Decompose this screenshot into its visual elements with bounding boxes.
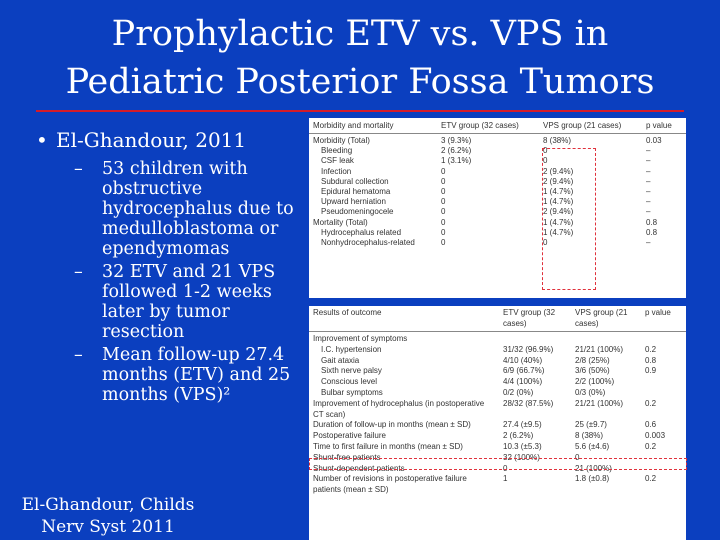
main-bullet: • El-Ghandour, 2011: [32, 127, 302, 153]
table-cell-label: Improvement of hydrocephalus (in postoperative: [313, 398, 485, 408]
sub-bullet-text: Mean follow-up 27.4 months (ETV) and 25 months (VPS)²: [102, 345, 291, 405]
table-header-row: [309, 306, 686, 332]
table-cell-etv: 0: [441, 197, 446, 207]
column-header: VPS group (21 cases): [543, 121, 622, 130]
table-cell-label: patients (mean ± SD): [313, 485, 389, 495]
morbidity-table: [309, 118, 686, 298]
table-cell-vps: 2/2 (100%): [575, 377, 615, 387]
table-cell-p: [645, 388, 685, 399]
dash-marker: –: [74, 159, 83, 179]
table-cell-p: –: [646, 166, 651, 176]
table-cell-vps: 21/21 (100%): [575, 398, 624, 408]
table-cell-vps: 0: [543, 156, 548, 166]
table-cell-etv: 28/32 (87.5%): [503, 398, 554, 408]
table-cell-p: [645, 377, 685, 388]
table-cell-etv: 0: [441, 166, 446, 176]
bullet-list: [32, 127, 302, 408]
table-cell-p: 0.2: [645, 398, 657, 408]
table-row: [309, 187, 686, 197]
table-cell-label: Epidural hematoma: [321, 186, 391, 196]
table-cell-vps: [575, 485, 645, 496]
table-row: [309, 474, 686, 485]
table-cell-vps: 5.6 (±4.6): [575, 441, 610, 451]
table-cell-etv: 0: [441, 207, 446, 217]
table-cell-p: 0.6: [645, 420, 657, 430]
table-cell-etv: 0: [503, 463, 508, 473]
column-header: p value: [646, 121, 672, 130]
table-cell-p: –: [646, 186, 651, 196]
table-row: [309, 345, 686, 356]
table-cell-vps: 1 (4.7%): [543, 186, 574, 196]
table-row: [309, 197, 686, 207]
table-row: [309, 377, 686, 388]
table-cell-etv: 0/2 (0%): [503, 387, 534, 397]
table-cell-label: Time to first failure in months (mean ± SD): [313, 441, 463, 451]
table-cell-vps: 21/21 (100%): [575, 344, 624, 354]
sub-bullet: [32, 262, 302, 342]
table-cell-p: 0.8: [646, 227, 658, 237]
table-row: [309, 167, 686, 177]
table-cell-etv: [503, 410, 575, 421]
table-cell-vps: 8 (38%): [543, 136, 572, 145]
table-row: [309, 399, 686, 410]
table-cell-vps: 2/8 (25%): [575, 355, 610, 365]
table-cell-vps: 0: [575, 452, 580, 462]
table-cell-etv: 1 (3.1%): [441, 156, 472, 166]
citation-line-2: Nerv Syst 2011: [41, 517, 175, 537]
table-cell-vps: [575, 410, 645, 421]
table-cell-etv: [503, 485, 575, 496]
table-row: [309, 431, 686, 442]
slide-title: [0, 10, 720, 106]
table-cell-p: 0.8: [646, 217, 658, 227]
table-row: [309, 485, 686, 496]
table-cell-p: –: [646, 237, 651, 247]
table-row: [309, 136, 686, 146]
table-cell-p: 0.8: [645, 355, 657, 365]
title-line-2: Pediatric Posterior Fossa Tumors: [65, 62, 655, 102]
table-cell-vps: [575, 334, 645, 345]
dash-marker: –: [74, 345, 83, 365]
sub-bullet: [32, 159, 302, 259]
table-row: [309, 177, 686, 187]
table-cell-vps: 1 (4.7%): [543, 197, 574, 207]
failure-row-highlight: [309, 458, 687, 470]
table-cell-etv: 0: [441, 217, 446, 227]
title-line-1: Prophylactic ETV vs. VPS in: [111, 14, 609, 54]
table-row: [309, 207, 686, 217]
table-cell-label: I.C. hypertension: [321, 344, 382, 354]
column-header: VPS group (21 cases): [575, 308, 628, 328]
table-row: [309, 146, 686, 156]
table-cell-etv: 0: [441, 237, 446, 247]
table-cell-vps: 3/6 (50%): [575, 366, 610, 376]
table-cell-etv: 2 (6.2%): [441, 146, 472, 156]
dash-marker: –: [74, 262, 83, 282]
vps-column-highlight: [542, 148, 596, 290]
table-cell-p: 0.2: [645, 441, 657, 451]
table-cell-vps: 21 (100%): [575, 463, 612, 473]
table-cell-p: 0.2: [645, 474, 657, 484]
table-cell-vps: 0: [543, 146, 548, 156]
table-cell-etv: 2 (6.2%): [503, 431, 534, 441]
table-cell-etv: 4/4 (100%): [503, 377, 543, 387]
table-cell-p: [645, 485, 685, 496]
table-cell-etv: 1: [503, 474, 508, 484]
table-cell-p: –: [646, 146, 651, 156]
table-cell-p: [645, 410, 685, 421]
table-cell-p: 0.03: [646, 136, 662, 145]
table-cell-label: Duration of follow-up in months (mean ± SD): [313, 420, 471, 430]
table-cell-p: –: [646, 176, 651, 186]
table-cell-label: Nonhydrocephalus-related: [321, 237, 415, 247]
table-cell-etv: [503, 334, 575, 345]
column-header: ETV group (32 cases): [503, 308, 556, 328]
column-header: p value: [645, 308, 671, 317]
table-cell-etv: 31/32 (96.9%): [503, 344, 554, 354]
table-cell-etv: 4/10 (40%): [503, 355, 543, 365]
sub-bullet-list: [32, 159, 302, 405]
table-header-row: [309, 118, 686, 134]
table-cell-label: CT scan): [313, 409, 346, 419]
table-cell-vps: 2 (9.4%): [543, 166, 574, 176]
table-cell-etv: 27.4 (±9.5): [503, 420, 542, 430]
table-cell-p: 0.2: [645, 344, 657, 354]
table-cell-p: [645, 334, 685, 345]
table-cell-vps: 0: [543, 237, 548, 247]
table-cell-p: –: [646, 197, 651, 207]
citation: [8, 494, 208, 538]
table-cell-p: –: [646, 207, 651, 217]
column-header: Morbidity and mortality: [313, 121, 394, 130]
table-cell-p: 0.9: [645, 366, 657, 376]
citation-line-1: El-Ghandour, Childs: [21, 495, 195, 515]
sub-bullet: [32, 345, 302, 405]
table-cell-etv: 0: [441, 176, 446, 186]
column-header: Results of outcome: [313, 308, 382, 317]
table-cell-label: Morbidity (Total): [313, 136, 370, 145]
sub-bullet-text: 32 ETV and 21 VPS followed 1-2 weeks later by tumor resection: [102, 262, 276, 342]
table-cell-label: Improvement of symptoms: [313, 334, 408, 343]
title-divider: [36, 110, 684, 112]
table-row: [309, 388, 686, 399]
table-cell-label: Bulbar symptoms: [321, 387, 383, 397]
table-cell-vps: 1 (4.7%): [543, 217, 574, 227]
table-cell-etv: 0: [441, 227, 446, 237]
table-cell-label: Mortality (Total): [313, 217, 368, 227]
table-cell-vps: 25 (±9.7): [575, 420, 607, 430]
table-cell-vps: 1.8 (±0.8): [575, 474, 610, 484]
table-cell-label: Subdural collection: [321, 176, 389, 186]
table-cell-label: Pseudomeningocele: [321, 207, 394, 217]
table-row: [309, 356, 686, 367]
table-cell-vps: 8 (38%): [575, 431, 604, 441]
table-cell-p: 0.003: [645, 431, 666, 441]
table-row: [309, 410, 686, 421]
table-cell-label: Gait ataxia: [321, 355, 360, 365]
table-cell-etv: 6/9 (66.7%): [503, 366, 545, 376]
table-cell-etv: 32 (100%): [503, 452, 540, 462]
table-cell-vps: 2 (9.4%): [543, 207, 574, 217]
table-row: [309, 366, 686, 377]
table-row: [309, 156, 686, 166]
table-cell-label: Upward herniation: [321, 197, 386, 207]
table-cell-etv: 3 (9.3%): [441, 136, 472, 145]
table-cell-vps: 0/3 (0%): [575, 387, 606, 397]
table-cell-label: Bleeding: [321, 146, 353, 156]
table-cell-p: –: [646, 156, 651, 166]
table-cell-vps: 2 (9.4%): [543, 176, 574, 186]
table-cell-vps: 1 (4.7%): [543, 227, 574, 237]
column-header: ETV group (32 cases): [441, 121, 519, 130]
table-cell-label: Shunt-dependent patients: [313, 463, 405, 473]
sub-bullet-text: 53 children with obstructive hydrocephalus due to medulloblastoma or ependymomas: [102, 159, 294, 259]
table-row: [309, 442, 686, 453]
table-cell-label: Number of revisions in postoperative failure: [313, 474, 467, 484]
table-cell-label: Postoperative failure: [313, 431, 386, 441]
table-cell-label: Sixth nerve palsy: [321, 366, 382, 376]
table-row: [309, 238, 686, 248]
table-cell-label: CSF leak: [321, 156, 354, 166]
table-cell-label: Shunt-free patients: [313, 452, 381, 462]
outcome-table: [309, 306, 686, 540]
table-cell-etv: 0: [441, 186, 446, 196]
table-cell-label: Infection: [321, 166, 352, 176]
table-row: [309, 218, 686, 228]
table-cell-etv: 10.3 (±5.3): [503, 441, 542, 451]
table-cell-label: Hydrocephalus related: [321, 227, 402, 237]
table-cell-label: Conscious level: [321, 377, 378, 387]
table-row: [309, 228, 686, 238]
table-row: [309, 334, 686, 345]
table-row: [309, 420, 686, 431]
